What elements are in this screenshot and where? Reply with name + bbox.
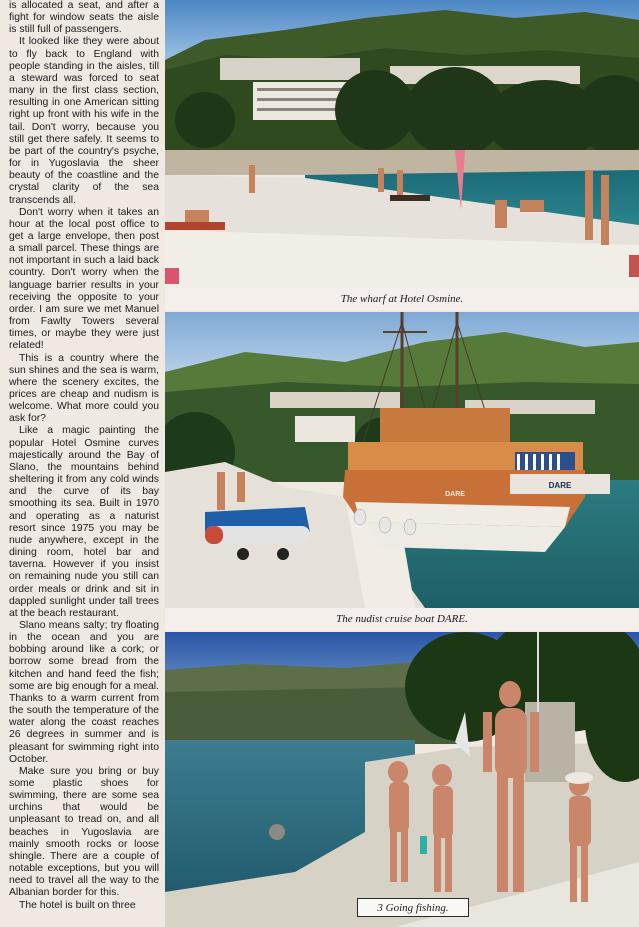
cruise-boat-photo <box>165 312 639 608</box>
going-fishing-caption: 3 Going fishing. <box>357 898 469 917</box>
article-paragraph: Slano means salty; try floating in the ocean and you are bobbing around like a cork; or borrow some bread from the kitchen and hand feed the fish; some are big enough for a meal. Thanks to a warm current from the south the temperature of the water along the coast reaches 26 degrees in summer and is pleasant for swimming right into October. <box>9 619 159 765</box>
hull-name-label: DARE <box>445 491 465 498</box>
cruise-boat-caption: The nudist cruise boat DARE. <box>336 613 468 625</box>
boat-name-label: DARE <box>548 481 572 490</box>
going-fishing-photo <box>165 632 639 927</box>
article-paragraph: The hotel is built on three <box>19 899 136 911</box>
wharf-caption: The wharf at Hotel Osmine. <box>340 293 464 305</box>
going-fishing-photo-image <box>165 632 639 927</box>
wharf-photo <box>165 0 639 288</box>
article-paragraph: Don't worry when it takes an hour at the local post office to get a large envelope, then post a small parcel. These things are not important in such a laid back country. Don't worry when the language barrier results in your receiving the opposite to your order. I am sure we met Manuel from Fawlty Towers several times, or maybe they were just related! <box>9 206 159 352</box>
wharf-photo-image <box>165 0 639 288</box>
photo-column <box>165 0 639 927</box>
article-paragraph: Like a magic painting the popular Hotel Osmine curves majestically around the Bay of Slano, the mountains behind sheltering it from any cold winds and the curve of its bay smoothing its sea. Built in 1970 and operating as a naturist resort since 1975 you may be nude anywhere, except in the dining room, hotel bar and taverna. However if you insist on remaining nude you still can order meals or drink and sit in dappled sunlight under tall trees at the beach restaurant. <box>9 425 159 619</box>
article-paragraph: This is a country where the sun shines and the sea is warm, where the scenery excites, the prices are cheap and nudism is welcome. What more could you ask for? <box>9 352 159 425</box>
cruise-boat-caption-bar <box>165 608 639 630</box>
article-body-column <box>9 0 159 927</box>
article-paragraph: Make sure you bring or buy some plastic shoes for swimming, there are some sea urchins that would be unpleasant to tread on, and all beaches in Yugoslavia are mainly smooth rocks or loose shingle. There are a couple of notable exceptions, but you will need to travel all the way to the Albanian border for this. <box>9 765 159 899</box>
article-paragraph: is allocated a seat, and after a fight for window seats the aisle is still full of passengers. <box>9 0 159 36</box>
wharf-caption-bar <box>165 288 639 310</box>
cruise-boat-photo-image <box>165 312 639 608</box>
article-paragraph: It looked like they were about to fly back to England with people standing in the aisles, till a steward was forced to seat many in the first class section, resulting in one American sitting right up front with his wife in the tail. Don't worry, because you still get there safely. It seems to be part of the country's psyche, for in Yugoslavia the sheer beauty of the coastline and the crystal clarity of the sea transcends all. <box>9 36 159 206</box>
